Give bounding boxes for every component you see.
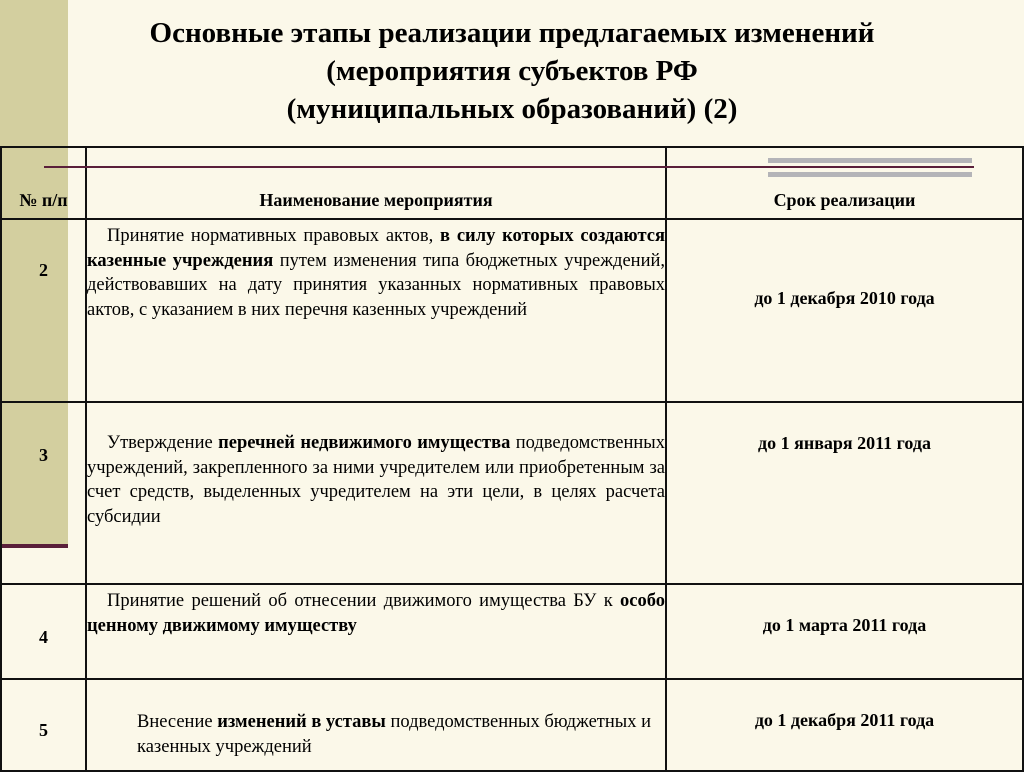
row-name-part: Принятие решений об отнесении движимого имущества БУ к [107,591,621,611]
row-name [87,224,665,322]
table-row [1,219,1023,402]
header-decor-line [44,166,974,168]
row-num-cell [1,402,86,584]
row-name-part: Утверждение [107,433,219,453]
row-term-cell [666,679,1023,771]
row-term: до 1 января 2011 года [757,433,931,453]
row-term-cell [666,219,1023,402]
row-term: до 1 декабря 2011 года [754,710,935,730]
row-name-part: Внесение [137,712,218,732]
page-title [40,14,984,128]
row-name-part: путем изменения типа бюджетных учреждений, действовавших на дату принятия указанных нормативных правовых актов, с указанием в них перечня казенных учреждений [87,250,665,320]
header-num-cell [1,147,86,219]
row-num-cell [1,219,86,402]
row-term: до 1 марта 2011 года [762,615,927,635]
title-line-3: (муниципальных образований) (2) [286,93,738,125]
row-num: 5 [39,720,48,740]
row-term-cell [666,584,1023,679]
row-name-cell [86,402,666,584]
row-name-cell [86,679,666,771]
header-num: № п/п [19,190,68,210]
row-name-bold: в силу которых создаются казенные учреждения [87,226,665,271]
header-decor-bar [768,172,972,177]
row-name-bold: изменений в уставы [217,712,386,732]
row-term-cell [666,402,1023,584]
row-name-part: подведомственных бюджетных и казенных учреждений [137,712,651,757]
row-name [137,710,665,759]
row-name [87,431,665,529]
title-line-1: Основные этапы реализации предлагаемых изменений [149,17,875,49]
table-row [1,584,1023,679]
row-name-cell [86,584,666,679]
measures-table [0,146,1024,772]
header-name-cell [86,147,666,219]
row-num-cell [1,584,86,679]
row-name-part: Принятие нормативных правовых актов, [107,226,441,246]
table-row [1,679,1023,771]
table-row [1,402,1023,584]
header-term: Срок реализации [773,190,916,210]
row-name-bold: перечней недвижимого имущества [218,433,511,453]
row-name [87,589,665,638]
header-decor-bar [768,158,972,163]
row-term: до 1 декабря 2010 года [754,288,935,308]
title-line-2: (мероприятия субъектов РФ [326,55,698,87]
row-name-cell [86,219,666,402]
row-name-part: подведомственных учреждений, закрепленного за ними учредителем или приобретенным за счет средств, выделенных учредителем на эти цели, в целях расчета субсидии [87,433,665,527]
row-num-cell [1,679,86,771]
row-num: 3 [39,445,48,465]
row-num: 2 [39,260,48,280]
row-num: 4 [39,627,48,647]
header-name: Наименование мероприятия [259,190,493,210]
row-name-bold: особо ценному движимому имуществу [87,591,665,636]
